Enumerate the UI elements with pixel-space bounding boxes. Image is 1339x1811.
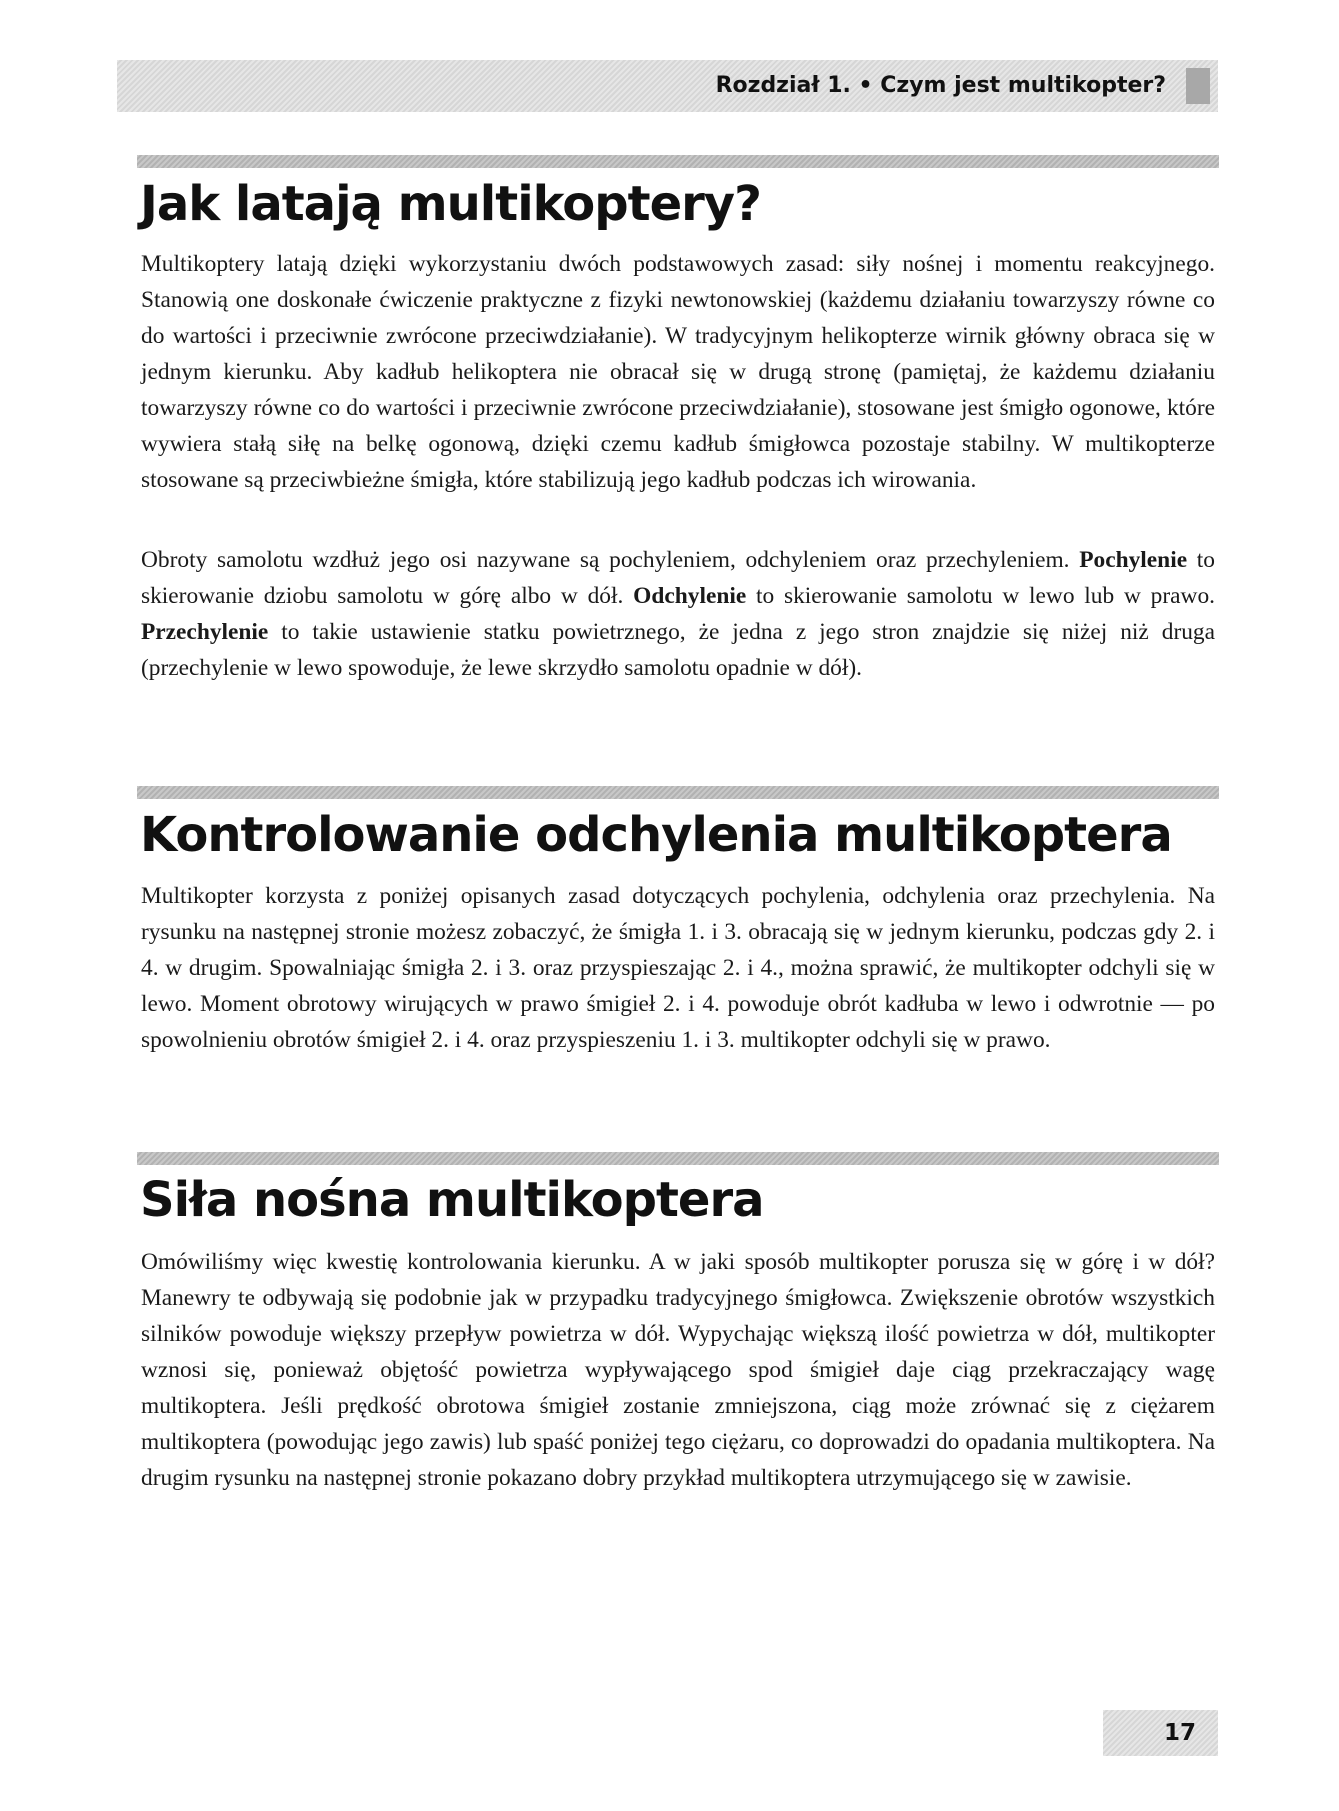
axes-intro: Obroty samolotu wzdłuż jego osi nazywane są pochyleniem, odchyleniem oraz przechyleniem.: [141, 547, 1070, 573]
chapter-title: Rozdział 1. • Czym jest multikopter?: [715, 73, 1166, 98]
page-number: 17: [1163, 1720, 1196, 1746]
header-tab-marker: [1186, 68, 1210, 104]
term-pochylenie: Pochylenie: [1079, 547, 1188, 573]
paragraph-axes-rotation: [141, 542, 1215, 686]
def-odchylenie: to skierowanie samolotu w lewo lub w prawo.: [746, 583, 1215, 609]
term-odchylenie: Odchylenie: [633, 583, 747, 609]
paragraph-lift-and-torque: Multikoptery latają dzięki wykorzystaniu dwóch podstawowych zasad: siły nośnej i momentu reakcyjnego. Stanowią one doskonałe ćwiczenie praktyczne z fizyki newtonowskiej (każdemu działaniu towarzyszy równe co do wartości i przeciwnie zwrócone przeciwdziałanie). W tradycyjnym helikopterze wirnik główny obraca się w jednym kierunku. Aby kadłub helikoptera nie obracał się w drugą stronę (pamiętaj, że każdemu działaniu towarzyszy równe co do wartości i przeciwnie zwrócone przeciwdziałanie), stosowane jest śmigło ogonowe, które wywiera stałą siłę na belkę ogonową, dzięki czemu kadłub śmigłowca pozostaje stabilny. W multikopterze stosowane są przeciwbieżne śmigła, które stabilizują jego kadłub podczas ich wirowania.: [141, 251, 1215, 493]
def-przechylenie: to takie ustawienie statku powietrznego, że jedna z jego stron znajdzie się niżej niż druga (przechylenie w lewo spowoduje, że lewe skrzydło samolotu opadnie w dół).: [141, 619, 1215, 681]
paragraph-yaw-control: Multikopter korzysta z poniżej opisanych zasad dotyczących pochylenia, odchylenia oraz przechylenia. Na rysunku na następnej stronie możesz zobaczyć, że śmigła 1. i 3. obracają się w jednym kierunku, podczas gdy 2. i 4. w drugim. Spowalniając śmigła 2. i 3. oraz przyspieszając 2. i 4., można sprawić, że multikopter odchyli się w lewo. Moment obrotowy wirujących w prawo śmigieł 2. i 4. powoduje obrót kadłuba w lewo i odwrotnie — po spowolnieniu obrotów śmigieł 2. i 4. oraz przyspieszeniu 1. i 3. multikopter odchyli się w prawo.: [141, 883, 1215, 1053]
section-divider: [137, 155, 1219, 168]
section-title-sila-nosna: Siła nośna multikoptera: [140, 1172, 764, 1228]
running-header: [117, 60, 1218, 112]
section-divider: [137, 1152, 1219, 1165]
section-title-jak-lataja: Jak latają multikoptery?: [140, 176, 761, 232]
paragraph-lift: Omówiliśmy więc kwestię kontrolowania kierunku. A w jaki sposób multikopter porusza się w górę i w dół? Manewry te odbywają się podobnie jak w przypadku tradycyjnego śmigłowca. Zwiększenie obrotów wszystkich silników powoduje większy przepływ powietrza w dół. Wypychając większą ilość powietrza w dół, multikopter wznosi się, ponieważ objętość powietrza wypływającego spod śmigieł daje ciąg przekraczający wagę multikoptera. Jeśli prędkość obrotowa śmigieł zostanie zmniejszona, ciąg może zrównać się z ciężarem multikoptera (powodując jego zawis) lub spaść poniżej tego ciężaru, co doprowadzi do opadania multikoptera. Na drugim rysunku na następnej stronie pokazano dobry przykład multikoptera utrzymującego się w zawisie.: [141, 1249, 1215, 1491]
term-przechylenie: Przechylenie: [141, 619, 269, 645]
section-title-kontrolowanie-odchylenia: Kontrolowanie odchylenia multikoptera: [140, 807, 1172, 863]
def-pochylenie: to skierowanie dziobu samolotu w górę albo w dół.: [141, 547, 1215, 609]
page-number-box: [1103, 1710, 1218, 1756]
section-divider: [137, 786, 1219, 799]
